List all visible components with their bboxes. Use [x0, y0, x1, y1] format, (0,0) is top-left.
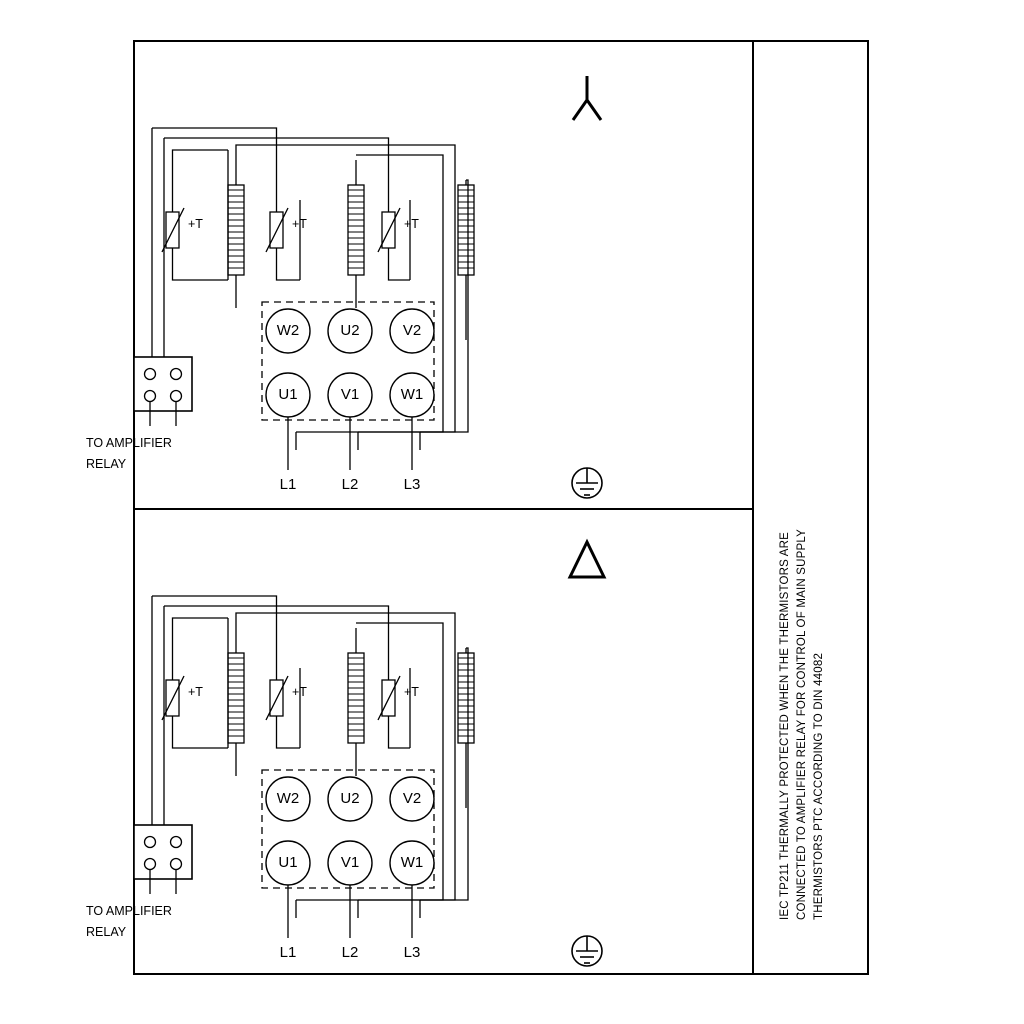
winding-coil-1	[228, 638, 244, 776]
winding-coil-2	[348, 160, 364, 308]
panel-divider-vertical	[752, 40, 754, 975]
supply-label-l2: L2	[341, 944, 359, 961]
winding-coil-2	[348, 628, 364, 776]
thermistor-1	[162, 200, 184, 262]
supply-label-l3: L3	[403, 476, 421, 493]
earth-ground-symbol	[572, 936, 602, 966]
panel-delta-connection	[0, 508, 736, 976]
winding-coil-3	[458, 648, 474, 808]
amplifier-note-line1: TO AMPLIFIER	[86, 436, 172, 450]
thermistor-label-3: +T	[404, 217, 419, 231]
thermistor-1	[162, 668, 184, 730]
amplifier-note-line2: RELAY	[86, 457, 127, 471]
side-note-line-3: THERMISTORS PTC ACCORDING TO DIN 44082	[813, 652, 825, 920]
thermistor-3	[378, 668, 400, 730]
terminal-label-u1: U1	[278, 386, 298, 403]
terminal-label-w2: W2	[276, 322, 300, 339]
thermistor-label-3: +T	[404, 685, 419, 699]
amplifier-note-line2: RELAY	[86, 925, 127, 939]
thermistor-label-2: +T	[292, 685, 307, 699]
terminal-label-u2: U2	[340, 322, 360, 339]
terminal-label-u2: U2	[340, 790, 360, 807]
thermistor-label-1: +T	[188, 685, 203, 699]
winding-coil-3	[458, 180, 474, 340]
amplifier-note-line1: TO AMPLIFIER	[86, 904, 172, 918]
thermistor-label-2: +T	[292, 217, 307, 231]
terminal-label-v2: V2	[402, 322, 422, 339]
side-note-line-1: IEC TP211 THERMALLY PROTECTED WHEN THE THERMISTORS ARE	[779, 531, 791, 920]
thermistor-3	[378, 200, 400, 262]
terminal-label-w2: W2	[276, 790, 300, 807]
terminal-block-amplifier	[134, 825, 192, 894]
supply-label-l2: L2	[341, 476, 359, 493]
supply-label-l1: L1	[279, 476, 297, 493]
earth-ground-symbol	[572, 468, 602, 498]
winding-coil-1	[228, 170, 244, 308]
thermistor-2	[266, 200, 288, 262]
terminal-label-v2: V2	[402, 790, 422, 807]
terminal-label-w1: W1	[400, 386, 424, 403]
supply-label-l3: L3	[403, 944, 421, 961]
terminal-label-v1: V1	[340, 386, 360, 403]
side-note-block	[756, 40, 869, 975]
thermistor-label-1: +T	[188, 217, 203, 231]
thermistor-2	[266, 668, 288, 730]
side-note-line-2: CONNECTED TO AMPLIFIER RELAY FOR CONTROL OF MAIN SUPPLY	[796, 529, 808, 920]
delta-triangle-symbol	[570, 542, 604, 577]
panel-star-connection	[0, 40, 736, 508]
terminal-label-u1: U1	[278, 854, 298, 871]
terminal-label-w1: W1	[400, 854, 424, 871]
supply-label-l1: L1	[279, 944, 297, 961]
terminal-label-v1: V1	[340, 854, 360, 871]
star-wye-symbol	[573, 76, 601, 120]
terminal-block-amplifier	[134, 357, 192, 426]
